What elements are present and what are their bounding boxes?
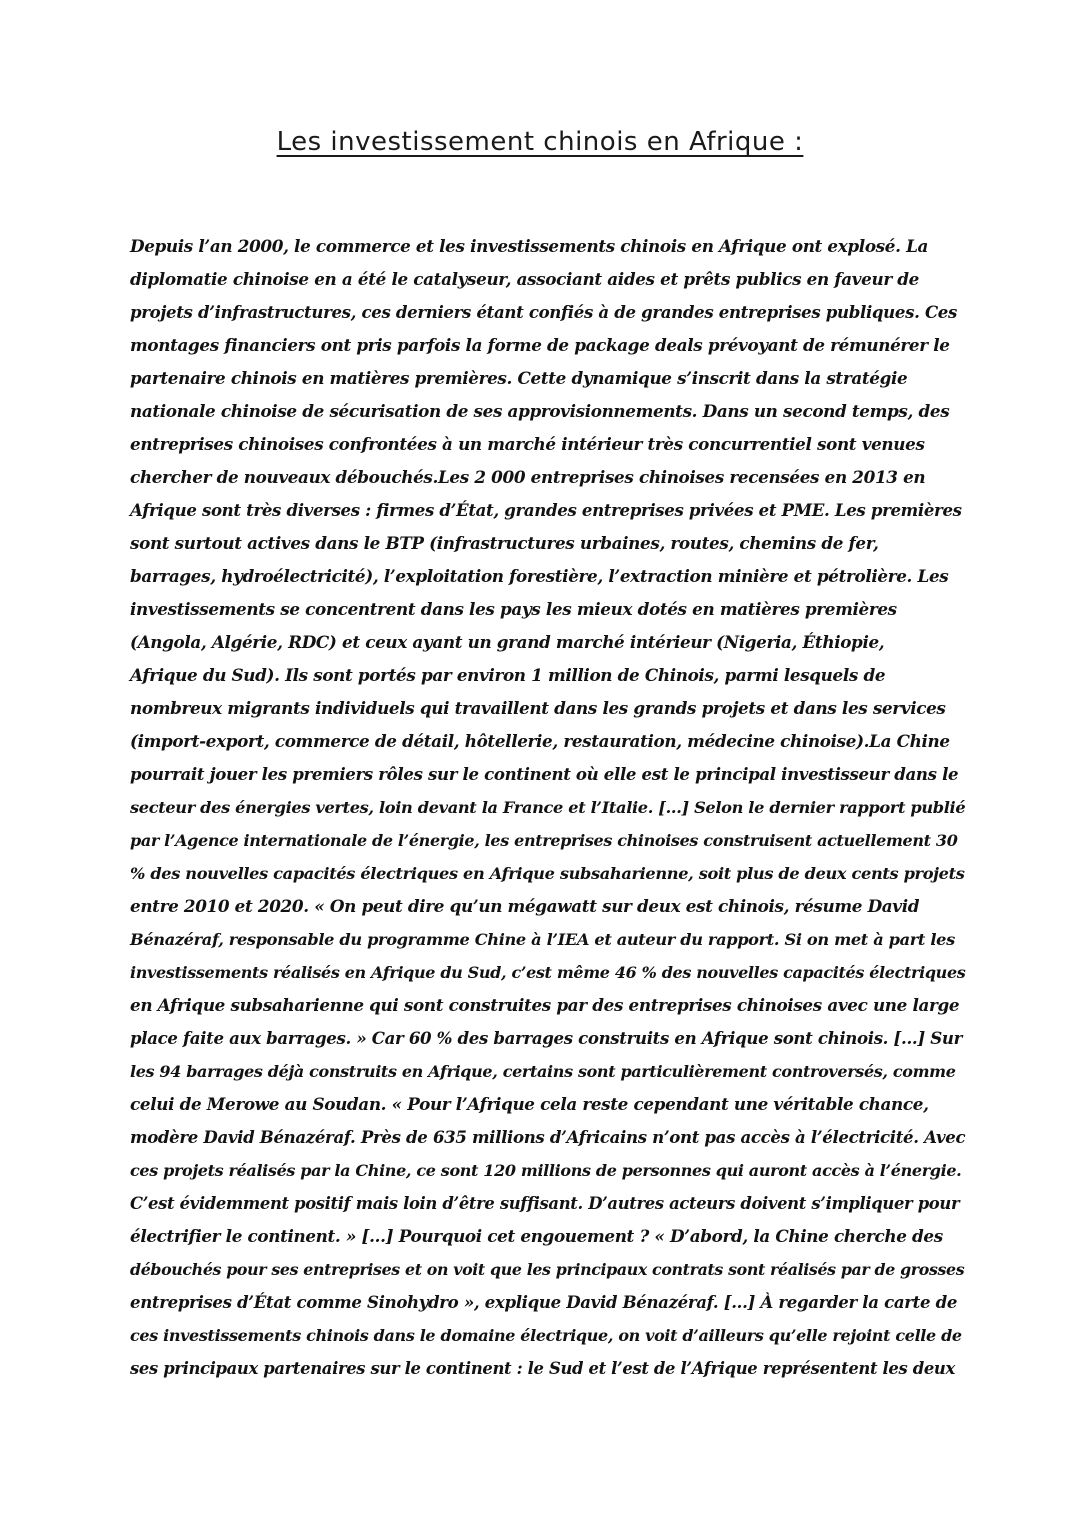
document-body xyxy=(130,230,965,1385)
body-line: sont surtout actives dans le BTP (infrastructures urbaines, routes, chemins de fer, xyxy=(130,533,879,553)
body-line: Afrique du Sud). Ils sont portés par environ 1 million de Chinois, parmi lesquels de xyxy=(130,665,886,685)
body-line: partenaire chinois en matières premières. Cette dynamique s’inscrit dans la stratégie xyxy=(130,368,908,388)
body-line: investissements réalisés en Afrique du Sud, c’est même 46 % des nouvelles capacités électriques xyxy=(130,963,966,982)
body-line: entreprises d’État comme Sinohydro », explique David Bénazéraf. [...] À regarder la carte de xyxy=(130,1292,958,1312)
body-line: C’est évidemment positif mais loin d’être suffisant. D’autres acteurs doivent s’impliquer pour xyxy=(130,1194,960,1213)
body-line: (Angola, Algérie, RDC) et ceux ayant un grand marché intérieur (Nigeria, Éthiopie, xyxy=(130,632,885,652)
body-line: débouchés pour ses entreprises et on voit que les principaux contrats sont réalisés par de grosses xyxy=(130,1260,965,1279)
body-line: diplomatie chinoise en a été le catalyseur, associant aides et prêts publics en faveur de xyxy=(130,269,920,289)
body-line: (import-export, commerce de détail, hôtellerie, restauration, médecine chinoise).La Chine xyxy=(130,731,950,751)
body-line: Afrique sont très diverses : firmes d’État, grandes entreprises privées et PME. Les premières xyxy=(130,500,962,520)
body-line: ces projets réalisés par la Chine, ce sont 120 millions de personnes qui auront accès à l’énergie. xyxy=(130,1161,962,1180)
body-line: % des nouvelles capacités électriques en Afrique subsaharienne, soit plus de deux cents projets xyxy=(130,864,965,883)
body-line: ces investissements chinois dans le domaine électrique, on voit d’ailleurs qu’elle rejoint celle de xyxy=(130,1326,962,1345)
body-line: place faite aux barrages. » Car 60 % des barrages construits en Afrique sont chinois. [...] Sur xyxy=(130,1028,962,1048)
body-line: par l’Agence internationale de l’énergie, les entreprises chinoises construisent actuellement 30 xyxy=(130,831,958,850)
body-line: entre 2010 et 2020. « On peut dire qu’un mégawatt sur deux est chinois, résume David xyxy=(130,896,920,916)
body-line: ses principaux partenaires sur le continent : le Sud et l’est de l’Afrique représentent les deux xyxy=(130,1359,955,1378)
body-line: nombreux migrants individuels qui travaillent dans les grands projets et dans les services xyxy=(130,698,946,718)
body-line: en Afrique subsaharienne qui sont construites par des entreprises chinoises avec une large xyxy=(130,995,960,1015)
body-line: barrages, hydroélectricité), l’exploitation forestière, l’extraction minière et pétrolière. Les xyxy=(130,566,949,586)
body-line: nationale chinoise de sécurisation de ses approvisionnements. Dans un second temps, des xyxy=(130,401,950,421)
body-line: projets d’infrastructures, ces derniers étant confiés à de grandes entreprises publiques. Ces xyxy=(130,302,958,322)
body-line: pourrait jouer les premiers rôles sur le continent où elle est le principal investisseur dans le xyxy=(130,764,959,784)
document-title-text: Les investissement chinois en Afrique : xyxy=(276,127,804,157)
body-line: modère David Bénazéraf. Près de 635 millions d’Africains n’ont pas accès à l’électricité. Avec xyxy=(130,1127,966,1147)
body-line: secteur des énergies vertes, loin devant la France et l’Italie. [...] Selon le dernier rapport publié xyxy=(130,798,966,817)
body-line: électrifier le continent. » [...] Pourquoi cet engouement ? « D’abord, la Chine cherche des xyxy=(130,1226,943,1246)
body-line: celui de Merowe au Soudan. « Pour l’Afrique cela reste cependant une véritable chance, xyxy=(130,1094,929,1114)
body-line: montages financiers ont pris parfois la forme de package deals prévoyant de rémunérer le xyxy=(130,335,950,355)
body-line: Bénazéraf, responsable du programme Chine à l’IEA et auteur du rapport. Si on met à part les xyxy=(130,930,955,949)
body-line: chercher de nouveaux débouchés.Les 2 000 entreprises chinoises recensées en 2013 en xyxy=(130,467,926,487)
body-line: entreprises chinoises confrontées à un marché intérieur très concurrentiel sont venues xyxy=(130,434,925,454)
body-line: investissements se concentrent dans les pays les mieux dotés en matières premières xyxy=(130,599,897,619)
body-line: Depuis l’an 2000, le commerce et les investissements chinois en Afrique ont explosé. La xyxy=(130,236,929,256)
body-line: les 94 barrages déjà construits en Afrique, certains sont particulièrement controversés, comme xyxy=(130,1062,956,1081)
document-title xyxy=(0,127,1080,157)
